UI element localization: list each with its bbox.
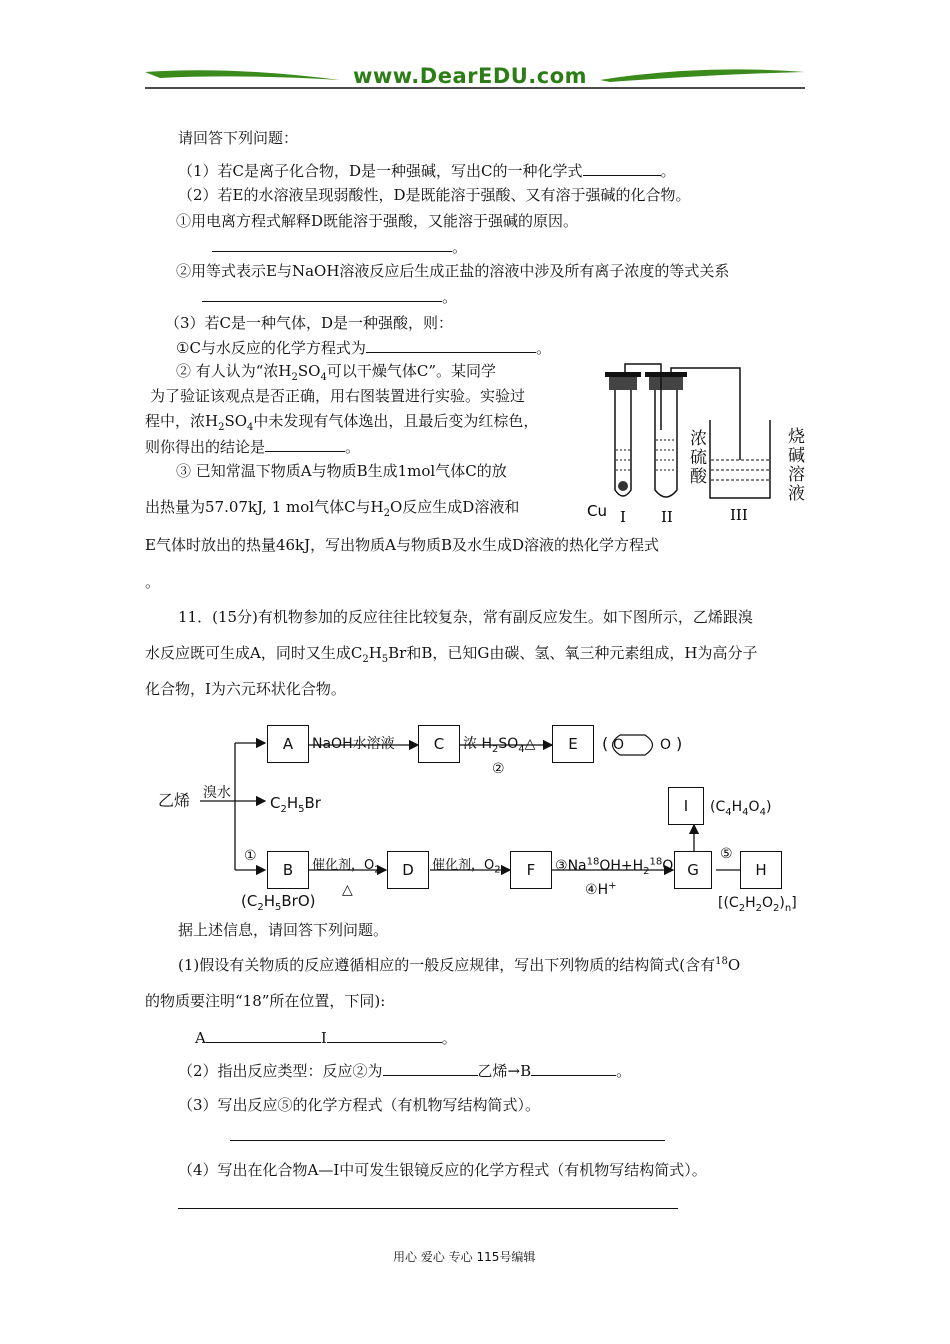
box-e: E [552,725,594,763]
q10-part3-3-line2: 出热量为57.07kJ, 1 mol气体C与$H_2O$反应生成D溶液和 [145,498,520,519]
box-a: A [267,725,309,763]
q11-line3: 化合物，I为六元环状化合物。 [145,680,346,698]
stopper-1 [609,376,637,390]
q10-part2-1-answer: 。 [212,236,467,257]
tube-2 [655,390,677,497]
blank-reaction2-type[interactable] [383,1060,478,1076]
scheme-step2: ② [492,761,505,777]
q10-part2: （2）若E的水溶液呈现弱酸性，D是既能溶于强酸、又有溶于强碱的化合物。 [178,186,691,204]
q10-part3-3-line3: E气体时放出的热量46kJ，写出物质A与物质B及水生成D溶液的热化学方程式 [145,536,660,554]
scheme-e-ring-open: ( [602,734,609,753]
q11-line5: (1)假设有关物质的反应遵循相应的一般反应规律，写出下列物质的结构简式(含有$^{18}$O [178,956,741,974]
box-h: H [740,851,782,889]
clamp-2 [645,372,687,377]
label-cu: Cu [587,502,607,520]
box-i: I [668,787,704,825]
scheme-ethylene: 乙烯 [158,791,191,810]
blank-i-structure[interactable] [327,1027,442,1043]
label-tube-1: I [620,508,626,525]
box-f: F [510,851,552,889]
box-b: B [267,851,309,889]
right-swoosh [600,69,805,82]
answer-line-silver-mirror[interactable] [178,1208,678,1209]
q10-part2-2: ②用等式表示E与NaOH溶液反应后生成正盐的溶液中涉及所有离子浓度的等式关系 [176,262,730,280]
blank-ionization[interactable] [212,236,452,252]
q10-part1: （1）若C是离子化合物，D是一种强碱，写出C的一种化学式 。 [178,162,676,180]
scheme-h-formula: $[(C_2H_2O_2)_n]$ [718,895,797,914]
scheme-e-ring-close: ) [676,734,683,753]
scheme-catalyst-1: 催化剂，$O_2$ [312,858,381,876]
liquid-2 [656,440,676,470]
label-tube-2: II [661,508,673,525]
scheme-na18oh: $③Na^{18}OH+H_2^{18}O$ [555,856,674,877]
scheme-b-formula: $(C_2H_5BrO)$ [241,892,316,913]
q11-line2: 水反应既可生成A，同时又生成$C_2H_5Br$和B，已知G由碳、氢、氧三种元素组成，H为高分子 [145,644,758,665]
site-logo: www.DearEDU.com [352,64,588,88]
q11-line6: 的物质要注明“18”所在位置，下同): [145,992,386,1010]
stopper-2 [649,376,683,390]
q10-part3-2-line4: 则你得出的结论是 。 [145,438,361,456]
scheme-delta-1: △ [342,882,353,898]
q11-line4: 据上述信息，请回答下列问题。 [178,921,389,939]
box-c: C [418,725,460,763]
scheme-catalyst-2: 催化剂，$O_2$ [432,858,501,876]
blank-c-formula[interactable] [583,160,661,176]
blank-ion-equation[interactable] [202,286,442,302]
tube-1 [615,390,631,496]
blank-ethylene-b-type[interactable] [531,1060,616,1076]
q11-line7: A I 。 [195,1029,457,1047]
liquid-3 [711,460,769,480]
page-footer: 用心 爱心 专心 115号编辑 [393,1250,536,1264]
q10-part2-1: ①用电离方程式解释D既能溶于强酸，又能溶于强碱的原因。 [176,212,579,230]
scheme-e-ring-o1: O [613,737,625,753]
intro-line: 请回答下列问题： [178,129,299,147]
clamp-1 [605,372,641,377]
q10-part3-2-line2: 为了验证该观点是否正确，用右图装置进行实验。实验过 [150,387,526,405]
left-swoosh [145,70,340,80]
q11-line9: （3）写出反应⑤的化学方程式（有机物写结构简式）。 [178,1096,541,1114]
copper-pieces [618,481,628,491]
liquid-1 [616,450,630,470]
q10-part3-3-line4: 。 [145,573,161,591]
blank-conclusion[interactable] [265,436,345,452]
q10-part3-2-line1: ② 有人认为“浓$H_2SO_4$可以干燥气体C”。某同学 [176,362,497,383]
header [0,60,950,100]
q11-line1: 11．(15分)有机物参加的反应往往比较复杂，常有副反应发生。如下图所示，乙烯跟溴 [178,608,753,626]
q10-part3-3-line1: ③ 已知常温下物质A与物质B生成1mol气体C的放 [176,462,507,480]
scheme-h-plus: ④H+ [585,880,617,898]
q10-part3-1: ①C与水反应的化学方程式为 。 [176,339,551,357]
scheme-step1: ① [244,848,257,864]
q10-part3: （3）若C是一种气体，D是一种强酸，则： [165,314,454,332]
scheme-e-ring-o2: O [660,737,672,753]
scheme-c2h5br: $C_2H_5Br$ [270,794,321,815]
scheme-i-formula: $(C_4H_4O_4)$ [710,799,772,818]
label-tube-3: III [730,506,748,524]
blank-a-structure[interactable] [206,1027,321,1043]
q10-part3-2-line3: 程中，浓$H_2SO_4$中未发现有气体逸出，且最后变为红棕色， [145,412,539,433]
answer-line-reaction5[interactable] [230,1140,665,1141]
q11-line8: （2）指出反应类型：反应②为 乙烯→B 。 [178,1062,632,1080]
label-naoh-solution: 烧碱溶液 [788,427,805,504]
label-conc-acid: 浓硫酸 [690,429,707,487]
scheme-naoh-aq: NaOH水溶液 [312,736,395,752]
scheme-conc-h2so4: 浓 $H_2SO_4\triangle$ [463,736,536,755]
scheme-step5: ⑤ [720,846,733,862]
q10-part2-2-answer: 。 [202,286,457,307]
box-g: G [674,851,712,889]
scheme-bromine-water: 溴水 [203,785,231,801]
blank-c-water-equation[interactable] [366,337,536,353]
box-d: D [387,851,429,889]
q11-line10: （4）写出在化合物A—I中可发生银镜反应的化学方程式（有机物写结构简式）。 [178,1161,707,1179]
